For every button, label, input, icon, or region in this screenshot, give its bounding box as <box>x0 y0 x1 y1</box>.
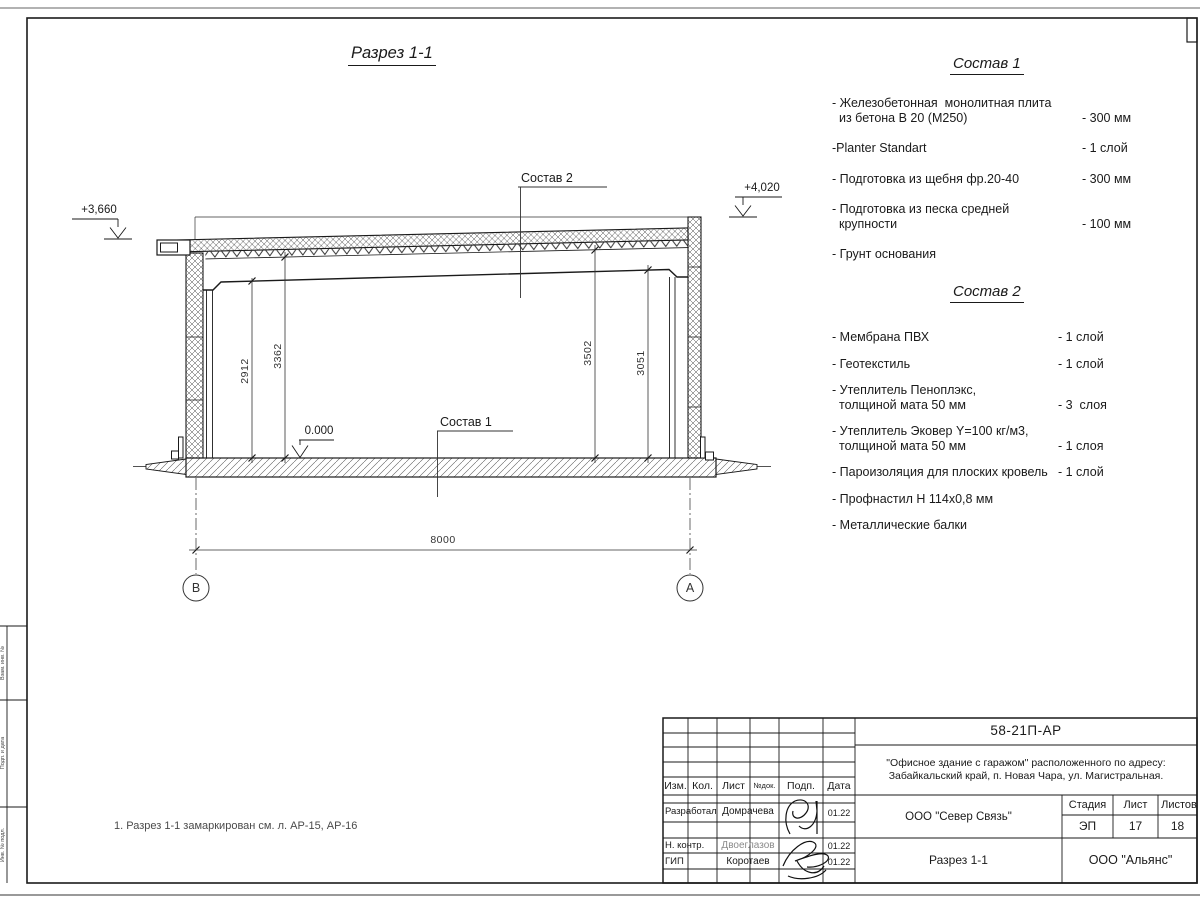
col-kol: Кол. <box>692 780 713 792</box>
list-item: - Мембрана ПВХ - 1 слой <box>832 330 1104 344</box>
ceiling-beam-line <box>203 270 688 291</box>
list-item: - Геотекстиль - 1 слой <box>832 356 1104 371</box>
company-name: ООО "Альянс" <box>1088 853 1173 867</box>
row-name: Коротаев <box>726 856 770 867</box>
row-date: 01.22 <box>827 857 851 867</box>
leader-label-sostav1: Состав 1 <box>440 415 492 429</box>
list-item: - Подготовка из песка средней крупности - 100 мм <box>832 202 1132 231</box>
sostav2-title: Состав 2 <box>950 283 1024 303</box>
elevation-right: +4,020 <box>744 182 780 194</box>
row-date: 01.22 <box>827 841 851 851</box>
col-podp: Подп. <box>787 780 815 792</box>
dim-3051: 3051 <box>635 350 647 376</box>
sheets-total-value: 18 <box>1170 819 1185 833</box>
sheets-total-label: Листов <box>1161 799 1197 811</box>
row-role: Н. контр. <box>665 840 705 851</box>
contractor-org: ООО "Север Связь" <box>905 811 1012 823</box>
list-item: - Утеплитель Эковер Y=100 кг/м3, толщиной мата 50 мм - 1 слоя <box>832 424 1104 453</box>
row-date: 01.22 <box>827 808 851 818</box>
titleblock-sheet-title: Разрез 1-1 <box>929 853 988 867</box>
list-item: - Пароизоляция для плоских кровель - 1 слой <box>832 465 1104 479</box>
section-title: Разрез 1-1 <box>348 44 436 66</box>
sostav1-title: Состав 1 <box>950 55 1024 75</box>
dimension-lines <box>189 245 697 550</box>
list-item: - Утеплитель Пеноплэкс, толщиной мата 50 мм - 3 слоя <box>832 383 1107 412</box>
right-wall <box>688 217 701 458</box>
stage-label: Стадия <box>1068 799 1107 811</box>
sheet-no-value: 17 <box>1128 819 1143 833</box>
floor-slab <box>186 458 716 477</box>
eaves-detail <box>157 240 190 255</box>
list-item: - Металлические балки <box>832 518 967 532</box>
stage-value: ЭП <box>1078 819 1097 833</box>
list-item: -Planter Standart - 1 слой <box>832 141 1128 155</box>
list-item: - Железобетонная монолитная плита из бетона В 20 (М250) - 300 мм <box>832 96 1132 125</box>
dimension-ticks <box>193 247 694 554</box>
row-role: ГИП <box>665 856 684 867</box>
row-name: Двоеглазов <box>721 840 775 851</box>
col-list: Лист <box>722 780 745 792</box>
dim-3362: 3362 <box>272 343 284 369</box>
axis-label-a: А <box>685 581 695 595</box>
side-strip-label: Инв. № подл. <box>0 827 6 863</box>
blind-area-left <box>146 459 186 475</box>
col-ndoc: №док. <box>753 781 776 790</box>
elevation-left: +3,660 <box>81 204 117 216</box>
col-data: Дата <box>827 780 851 792</box>
doc-number: 58-21П-АР <box>990 723 1062 738</box>
side-strip-label: Подп. и дата <box>0 736 6 770</box>
list-item: - Грунт основания <box>832 247 937 261</box>
dim-2912: 2912 <box>239 358 251 384</box>
blind-area-right <box>716 459 757 475</box>
left-wall <box>186 253 203 458</box>
side-strip-label: Взам. инв. № <box>0 645 6 681</box>
project-address-line2: Забайкальский край, п. Новая Чара, ул. Магистральная. <box>888 770 1164 782</box>
elevation-zero: 0.000 <box>304 425 334 437</box>
dim-3502: 3502 <box>582 340 594 366</box>
sheet-no-label: Лист <box>1123 799 1148 811</box>
signature-gip <box>783 841 828 878</box>
row-role: Разработал <box>665 806 717 817</box>
roof-assembly <box>177 228 688 260</box>
project-address-line1: "Офисное здание с гаражом" расположенного по адресу: <box>886 757 1166 769</box>
axis-label-b: В <box>191 581 201 595</box>
list-item: - Подготовка из щебня фр.20-40 - 300 мм <box>832 171 1132 186</box>
signature-razrabotal <box>786 800 817 834</box>
sheet-note: 1. Разрез 1-1 замаркирован см. л. АР-15, АР-16 <box>114 820 358 832</box>
list-item: - Профнастил Н 114х0,8 мм <box>832 491 994 506</box>
leader-label-sostav2: Состав 2 <box>521 171 573 185</box>
col-izm: Изм. <box>664 780 687 792</box>
dim-span-8000: 8000 <box>430 534 456 546</box>
sostav1-list <box>832 96 1146 278</box>
sostav2-list <box>832 330 1122 545</box>
row-name: Домрачева <box>722 806 774 817</box>
